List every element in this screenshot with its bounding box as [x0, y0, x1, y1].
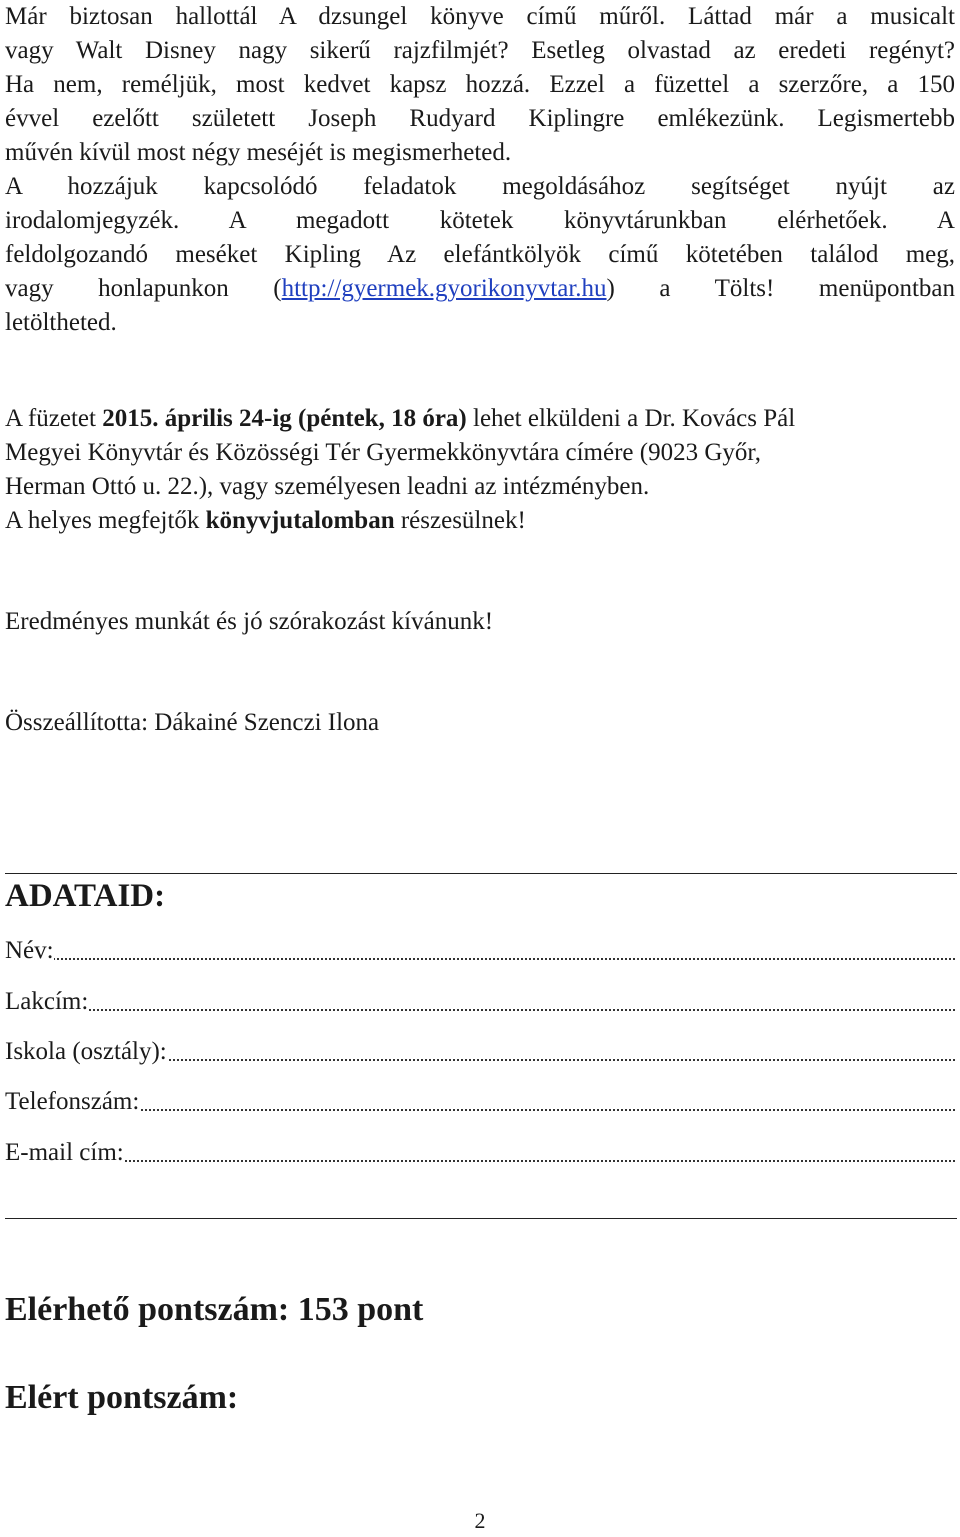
intro-line-2: vagy Walt Disney nagy sikerű rajzfilmjét? Esetleg olvastad az eredeti regényt?: [5, 37, 955, 64]
wish-line: Eredményes munkát és jó szórakozást kívánunk!: [5, 608, 494, 635]
compiler-line: Összeállította: Dákainé Szenczi Ilona: [5, 709, 380, 736]
intro-line-9: [5, 272, 955, 306]
deadline-line-1: [5, 402, 955, 436]
achieved-points: Elért pontszám:: [5, 1379, 239, 1416]
address-field[interactable]: [5, 986, 955, 1018]
prize-text-c: részesülnek!: [394, 507, 526, 534]
name-field-label: Név:: [5, 935, 54, 967]
intro-paragraph: [5, 0, 955, 340]
prize-text-a: A helyes megfejtők: [5, 507, 206, 534]
intro-line-5: művén kívül most négy meséjét is megismerheted.: [5, 139, 512, 166]
prize-emphasis: könyvjutalomban: [205, 507, 395, 534]
email-field[interactable]: [5, 1137, 955, 1169]
intro-line-1: Már biztosan hallottál A dzsungel könyve című műről. Láttad már a musicalt: [5, 3, 955, 30]
deadline-date: 2015. április 24-ig (péntek, 18 óra): [102, 405, 467, 432]
intro-line-4: évvel ezelőtt született Joseph Rudyard Kiplingre emlékezünk. Legismertebb: [5, 105, 955, 132]
address-field-dots: [5, 1009, 955, 1011]
phone-field-label: Telefonszám:: [5, 1086, 139, 1118]
deadline-line-3: Herman Ottó u. 22.), vagy személyesen leadni az intézményben.: [5, 473, 650, 500]
deadline-paragraph: [5, 402, 955, 538]
email-field-dots: [5, 1160, 955, 1162]
deadline-text-c: lehet elküldeni a Dr. Kovács Pál: [466, 405, 796, 432]
school-field[interactable]: [5, 1036, 955, 1068]
form-heading: ADATAID:: [5, 878, 166, 914]
intro-line-10: letöltheted.: [5, 309, 117, 336]
phone-field-dots: [5, 1109, 955, 1111]
website-link[interactable]: http://gyermek.gyorikonyvtar.hu: [281, 275, 607, 302]
available-points: Elérhető pontszám: 153 pont: [5, 1291, 424, 1328]
intro-line-6: A hozzájuk kapcsolódó feladatok megoldásához segítséget nyújt az: [5, 173, 955, 200]
intro-line-9-before: vagy honlapunkon (: [5, 275, 282, 302]
intro-line-3: Ha nem, reméljük, most kedvet kapsz hozzá. Ezzel a füzettel a szerzőre, a 150: [5, 71, 955, 98]
name-field-dots: [5, 958, 955, 960]
school-field-label: Iskola (osztály):: [5, 1036, 167, 1068]
intro-line-9-after: ) a Tölts! menüpontban: [606, 275, 955, 302]
phone-field[interactable]: [5, 1086, 955, 1118]
intro-line-8: feldolgozandó meséket Kipling Az elefántkölyök című kötetében találod meg,: [5, 241, 955, 268]
deadline-line-2: Megyei Könyvtár és Közösségi Tér Gyermekkönyvtára címére (9023 Győr,: [5, 439, 761, 466]
email-field-label: E-mail cím:: [5, 1137, 124, 1169]
intro-line-7: irodalomjegyzék. A megadott kötetek könyvtárunkban elérhetőek. A: [5, 207, 955, 234]
address-field-label: Lakcím:: [5, 986, 88, 1018]
name-field[interactable]: [5, 935, 955, 967]
deadline-text-a: A füzetet: [5, 405, 103, 432]
form-top-rule: [5, 873, 957, 874]
page-number: 2: [474, 1508, 486, 1533]
form-bottom-rule: [5, 1218, 957, 1219]
prize-line: [5, 504, 955, 538]
